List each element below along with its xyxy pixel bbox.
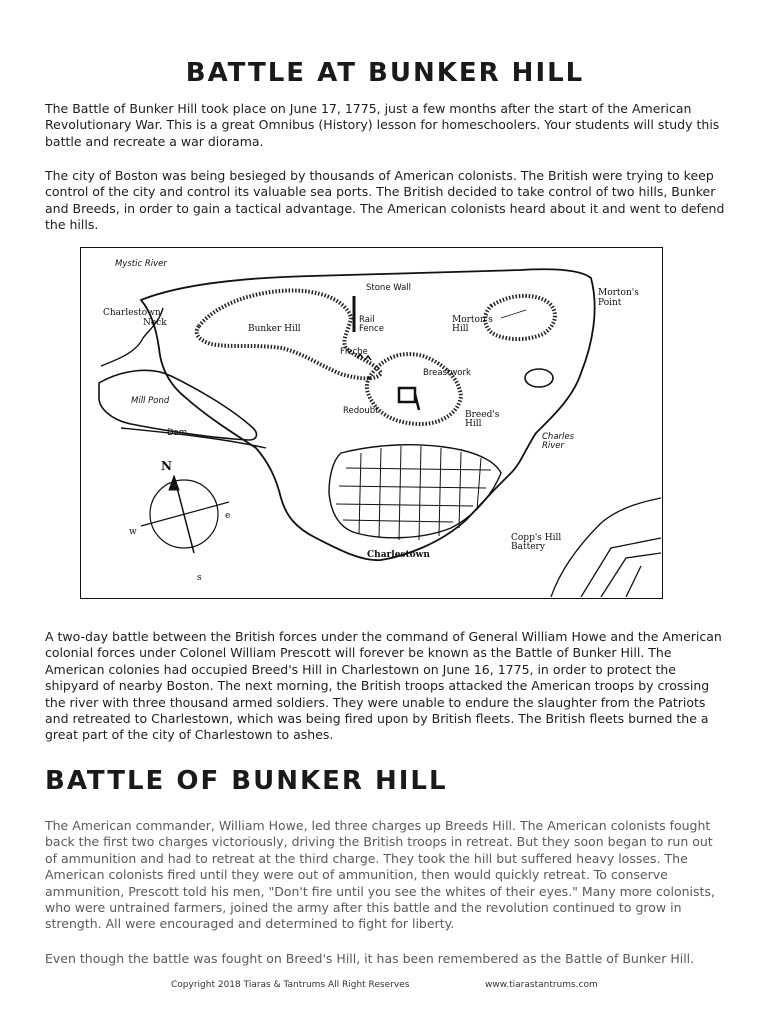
battle-map-drawing — [81, 248, 661, 597]
section-paragraph-1: The American commander, William Howe, led three charges up Breeds Hill. The American colonists fought back the first two charges victoriously, driving the British troops in retreat. But they soon began to run out of ammunition and had to retreat at the third charge. They took the hill but suffered heavy losses. The American colonists fired until they were out of ammunition, then would quickly retreat. To conserve ammunition, Prescott told his men, "Don't fire until you see the whites of their eyes." Many more colonists, who were untrained farmers, joined the army after this battle and the revolution continued to grow in strength. All were encouraged and determined to fight for liberty. — [45, 818, 715, 932]
label-charles-river-1: Charles — [542, 432, 575, 442]
label-mortons-hill-1: Morton's — [452, 315, 493, 325]
compass-rose — [141, 476, 229, 553]
label-redoubt: Redoubt — [343, 406, 379, 416]
mortons-hill-contour — [485, 296, 555, 339]
label-mortons-point-1: Morton's — [598, 288, 639, 298]
label-rail-fence-2: Fence — [359, 324, 384, 334]
label-copps-hill-2: Battery — [511, 542, 545, 552]
copps-hill-shore — [551, 498, 661, 597]
label-charles-river-2: River — [542, 441, 565, 451]
intro-paragraph-1: The Battle of Bunker Hill took place on June 17, 1775, just a few months after the start of the American Revolutionary War. This is a great Omnibus (History) lesson for homeschoolers. Your students will study this battle and recreate a war diorama. — [45, 101, 720, 149]
intro-paragraph-2: The city of Boston was being besieged by thousands of American colonists. The British were trying to keep control of the city and control its valuable sea ports. The British decided to take control of two hills, Bunker and Breeds, in order to gain a tactical advantage. The American colonists heard about it and went to defend the hills. — [45, 168, 725, 233]
label-charlestown: Charlestown — [367, 550, 430, 560]
mortons-hill-pointer — [501, 310, 526, 318]
footer-copyright: Copyright 2018 Tiaras & Tantrums All Right Reserves — [171, 980, 410, 990]
label-compass-n: N — [161, 459, 172, 473]
label-compass-e: e — [225, 511, 231, 521]
section-paragraph-2: Even though the battle was fought on Breed's Hill, it has been remembered as the Battle of Bunker Hill. — [45, 951, 695, 966]
label-fleche: Fleche — [340, 347, 368, 357]
label-charlestown-neck-1: Charlestown — [103, 308, 161, 318]
label-bunker-hill: Bunker Hill — [248, 324, 301, 334]
label-breastwork: Breastwork — [423, 368, 471, 378]
label-dam: Dam — [167, 428, 188, 438]
label-stone-wall: Stone Wall — [366, 283, 412, 293]
label-compass-s: s — [197, 573, 202, 583]
dam-line — [121, 428, 266, 448]
battle-paragraph: A two-day battle between the British forces under the command of General William Howe and the American colonial forces under Colonel William Prescott will forever be known as the Battle of Bunker Hill. The American colonies had occupied Breed's Hill in Charlestown on June 16, 1775, in order to protect the shipyard of nearby Boston. The next morning, the British troops attacked the American troops by crossing the river with three thousand armed soldiers. They were unable to endure the slaughter from the Patriots and retreated to Charlestown, which was being fired upon by British fleets. The British fleets burned the a great part of the city of Charlestown to ashes. — [45, 629, 722, 743]
label-breeds-hill-2: Hill — [465, 419, 482, 429]
label-mill-pond: Mill Pond — [131, 396, 170, 406]
section-heading: BATTLE OF BUNKER HILL — [45, 766, 448, 796]
battle-map — [80, 247, 663, 599]
mortons-point-island — [525, 369, 553, 387]
footer-url: www.tiarastantrums.com — [485, 980, 598, 990]
label-mortons-point-2: Point — [598, 298, 622, 308]
label-mortons-hill-2: Hill — [452, 324, 469, 334]
label-compass-w: w — [129, 527, 137, 537]
page-title: BATTLE AT BUNKER HILL — [185, 58, 585, 88]
charlestown-town-grid — [329, 445, 501, 540]
label-breeds-hill-1: Breed's — [465, 410, 500, 420]
label-copps-hill-1: Copp's Hill — [511, 533, 562, 543]
label-mystic-river: Mystic River — [115, 259, 167, 269]
label-charlestown-neck-2: Neck — [143, 318, 167, 328]
redoubt — [399, 388, 415, 402]
label-rail-fence-1: Rail — [359, 315, 375, 325]
